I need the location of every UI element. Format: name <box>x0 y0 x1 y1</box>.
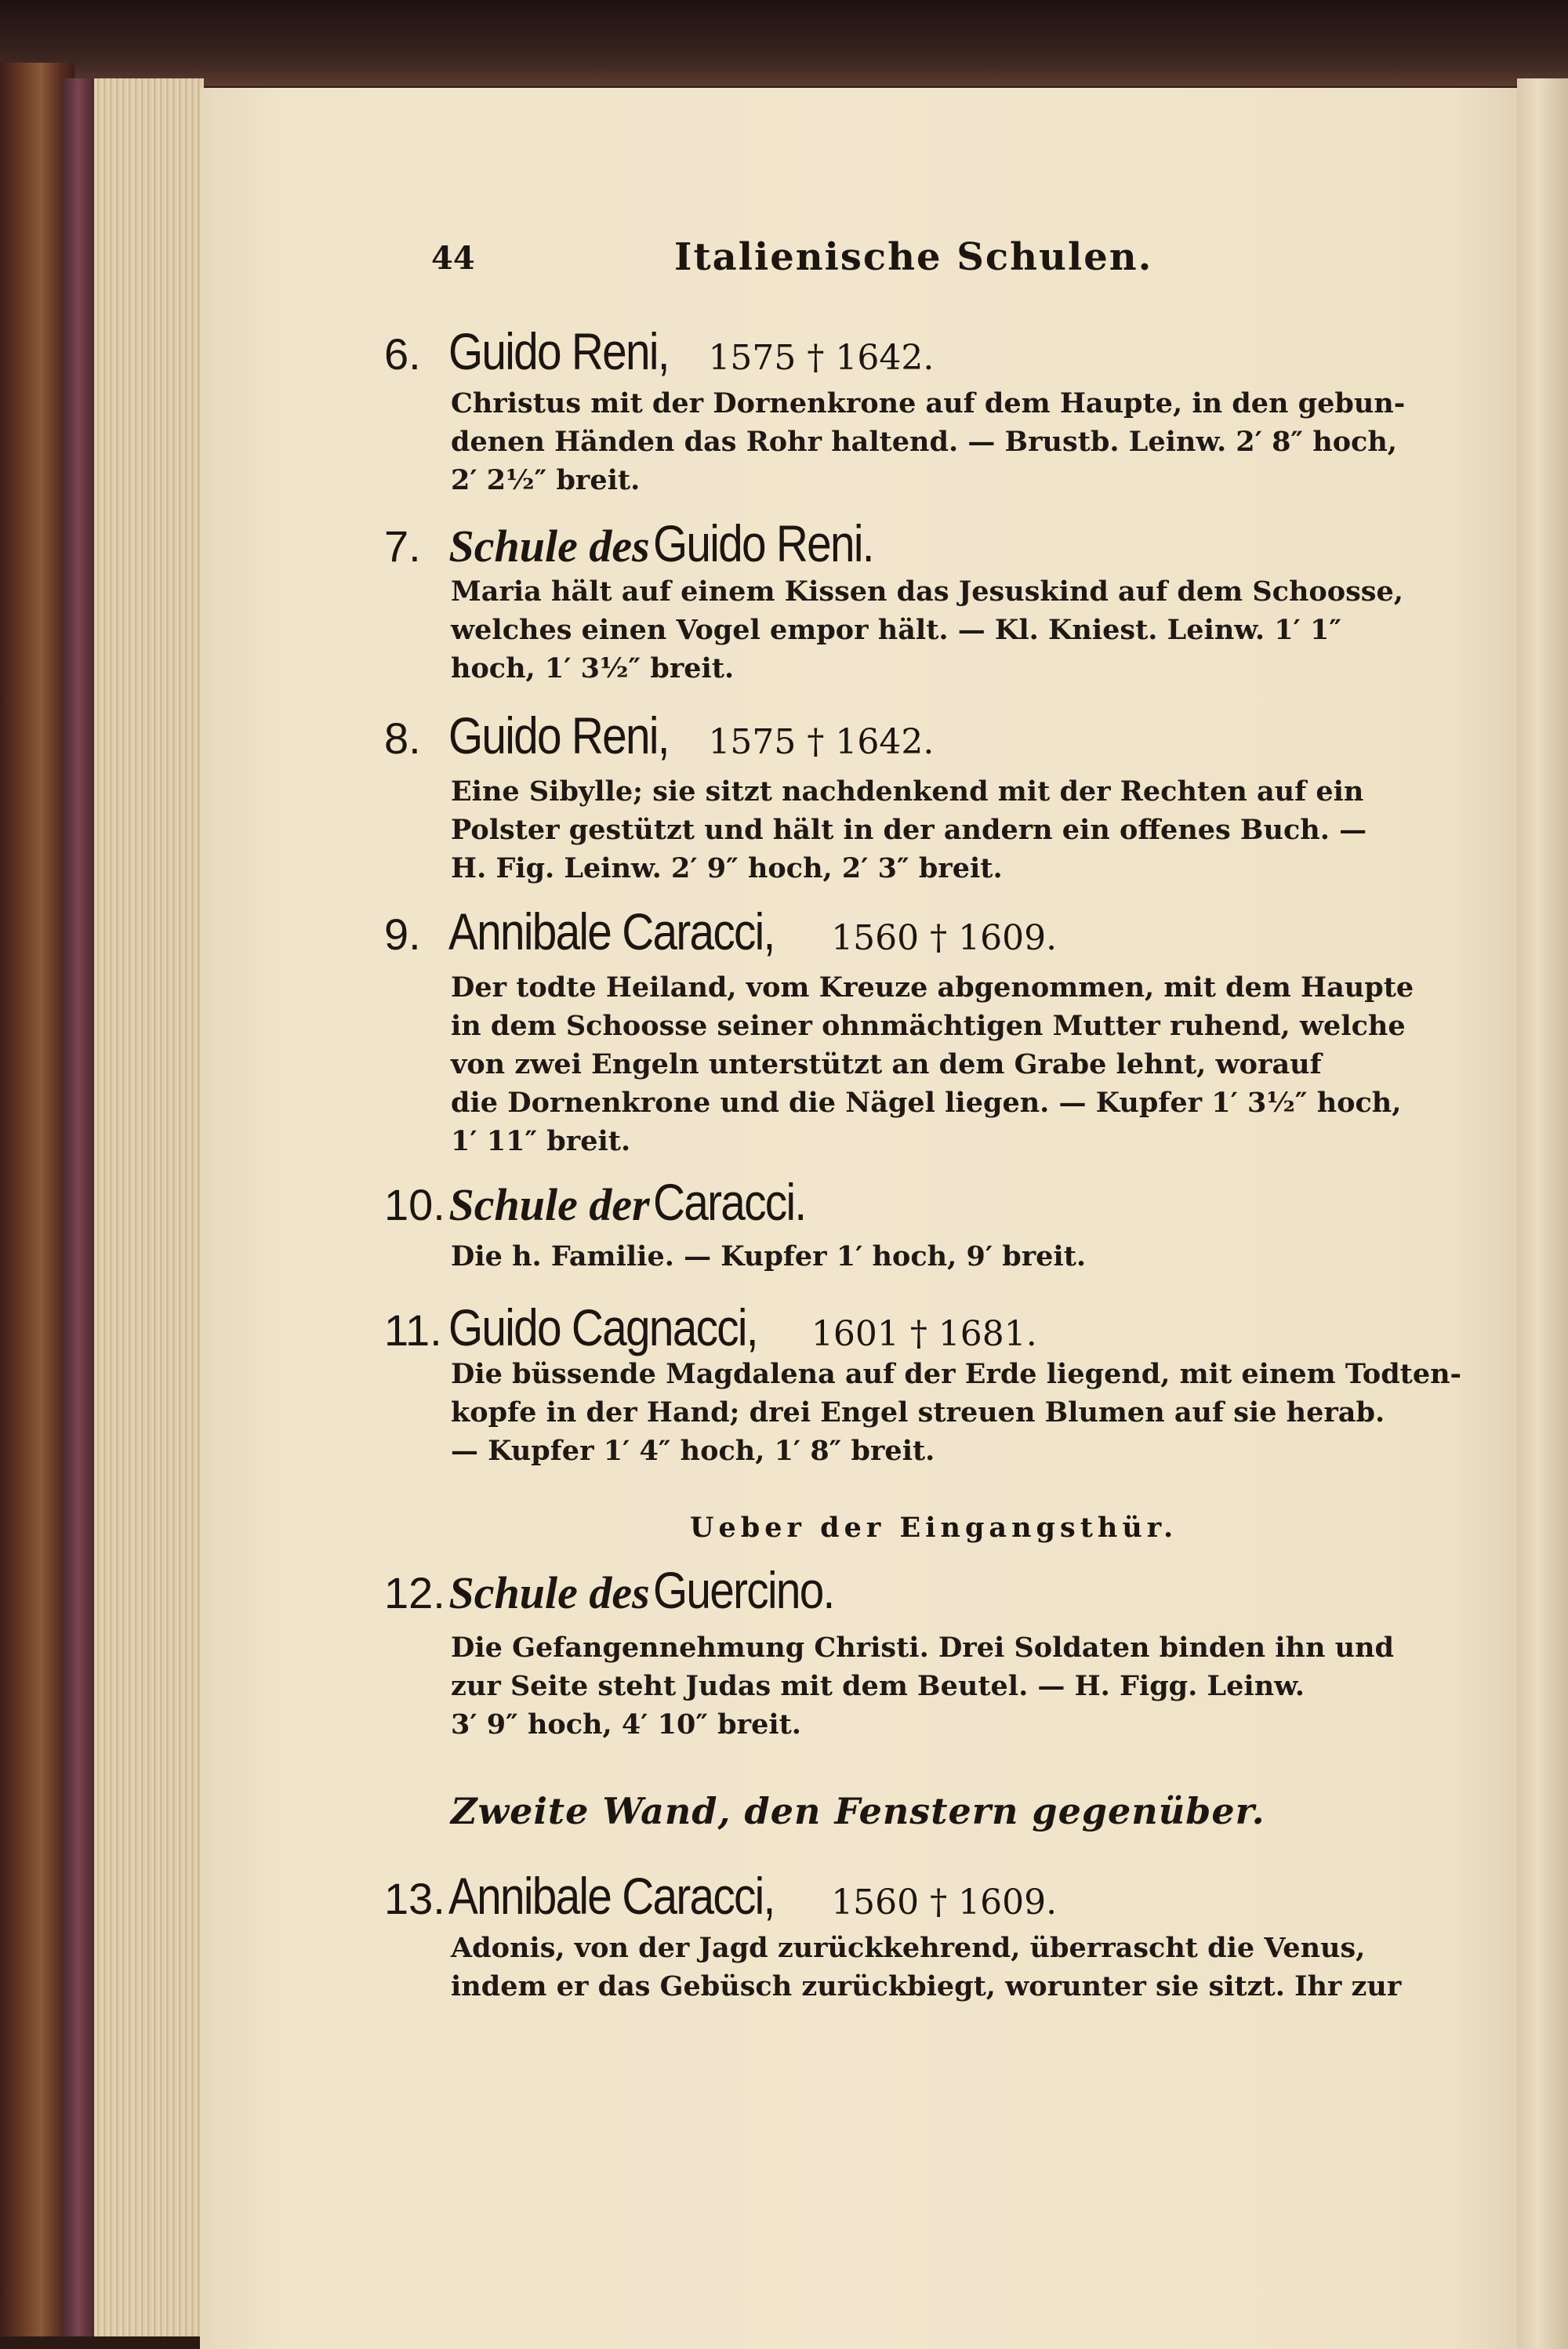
description-line: 2′ 2½″ breit. <box>451 464 641 496</box>
artist-dates: 1601 † 1681. <box>811 1314 1037 1354</box>
description-line: die Dornenkrone und die Nägel liegen. — Kupfer 1′ 3½″ hoch, <box>451 1087 1402 1119</box>
page-number: 44 <box>431 240 475 277</box>
description-line: H. Fig. Leinw. 2′ 9″ hoch, 2′ 3″ breit. <box>451 852 1003 884</box>
artist-name: Annibale Caracci, <box>448 1867 775 1925</box>
entry-description <box>451 772 1403 888</box>
entry-description <box>451 572 1403 688</box>
artist-dates: 1575 † 1642. <box>708 722 935 762</box>
artist-name: Guercino. <box>653 1561 834 1619</box>
entry-heading <box>384 1298 1037 1357</box>
entry-heading <box>384 321 934 381</box>
entry-number: 9. <box>384 909 421 959</box>
description-line: indem er das Gebüsch zurückbiegt, worunter sie sitzt. Ihr zur <box>451 1970 1402 2002</box>
section-heading: Zweite Wand, den Fenstern gegenüber. <box>451 1790 1265 1832</box>
location-subheading: Ueber der Eingangsthür. <box>690 1512 1178 1544</box>
entry-description <box>451 1929 1403 2006</box>
artist-name: Guido Cagnacci, <box>448 1298 758 1356</box>
entry-heading <box>384 902 1057 961</box>
artist-name: Guido Reni. <box>653 514 873 572</box>
description-line: denen Händen das Rohr haltend. — Brustb. Leinw. 2′ 8″ hoch, <box>451 426 1397 458</box>
entry-description <box>451 1628 1403 1744</box>
description-line: — Kupfer 1′ 4″ hoch, 1′ 8″ breit. <box>451 1435 935 1467</box>
description-line: kopfe in der Hand; drei Engel streuen Blumen auf sie herab. <box>451 1396 1385 1429</box>
description-line: Christus mit der Dornenkrone auf dem Haupte, in den gebun- <box>451 387 1406 419</box>
description-line: Polster gestützt und hält in der andern ein offenes Buch. — <box>451 814 1367 846</box>
description-line: Maria hält auf einem Kissen das Jesuskind auf dem Schoosse, <box>451 575 1403 608</box>
description-line: 3′ 9″ hoch, 4′ 10″ breit. <box>451 1708 801 1741</box>
entry-number: 6. <box>384 329 421 379</box>
description-line: 1′ 11″ breit. <box>451 1125 631 1157</box>
description-line: Eine Sibylle; sie sitzt nachdenkend mit der Rechten auf ein <box>451 775 1364 808</box>
entry-description <box>451 968 1414 1160</box>
entry-number: 7. <box>384 521 421 571</box>
entry-description <box>451 1355 1462 1470</box>
artist-dates: 1560 † 1609. <box>831 918 1058 958</box>
artist-name: Caracci. <box>653 1173 806 1231</box>
description-line: welches einen Vogel empor hält. — Kl. Kniest. Leinw. 1′ 1″ <box>451 614 1342 646</box>
description-line: von zwei Engeln unterstützt an dem Grabe lehnt, worauf <box>451 1048 1322 1080</box>
artist-name: Guido Reni, <box>448 706 670 764</box>
artist-dates: 1575 † 1642. <box>708 338 935 378</box>
entry-heading <box>384 1172 830 1232</box>
entry-number: 11. <box>384 1305 442 1355</box>
running-title: Italienische Schulen. <box>674 235 1153 279</box>
entry-heading <box>384 514 909 573</box>
description-line: in dem Schoosse seiner ohnmächtigen Mutter ruhend, welche <box>451 1010 1406 1042</box>
description-line: Die h. Familie. — Kupfer 1′ hoch, 9′ breit. <box>451 1240 1087 1273</box>
description-line: hoch, 1′ 3½″ breit. <box>451 652 735 684</box>
school-prefix: Schule der <box>448 1179 650 1230</box>
entry-heading <box>384 1560 863 1620</box>
entry-number: 12. <box>384 1568 445 1617</box>
entry-number: 10. <box>384 1180 445 1229</box>
entry-number: 8. <box>384 713 421 763</box>
entry-heading <box>384 1866 1057 1926</box>
entry-number: 13. <box>384 1874 445 1923</box>
entry-description <box>451 384 1406 499</box>
description-line: Die büssende Magdalena auf der Erde liegend, mit einem Todten- <box>451 1358 1462 1390</box>
description-line: Die Gefangennehmung Christi. Drei Soldaten binden ihn und <box>451 1632 1394 1664</box>
description-line: Adonis, von der Jagd zurückkehrend, überrascht die Venus, <box>451 1932 1366 1964</box>
artist-name: Annibale Caracci, <box>448 902 775 960</box>
entry-heading <box>384 706 934 765</box>
artist-dates: 1560 † 1609. <box>831 1882 1058 1922</box>
school-prefix: Schule des <box>448 521 650 572</box>
artist-name: Guido Reni, <box>448 322 670 380</box>
school-prefix: Schule des <box>448 1567 650 1618</box>
entry-description <box>451 1237 1403 1276</box>
description-line: zur Seite steht Judas mit dem Beutel. — H. Figg. Leinw. <box>451 1670 1305 1702</box>
description-line: Der todte Heiland, vom Kreuze abgenommen, mit dem Haupte <box>451 971 1414 1004</box>
